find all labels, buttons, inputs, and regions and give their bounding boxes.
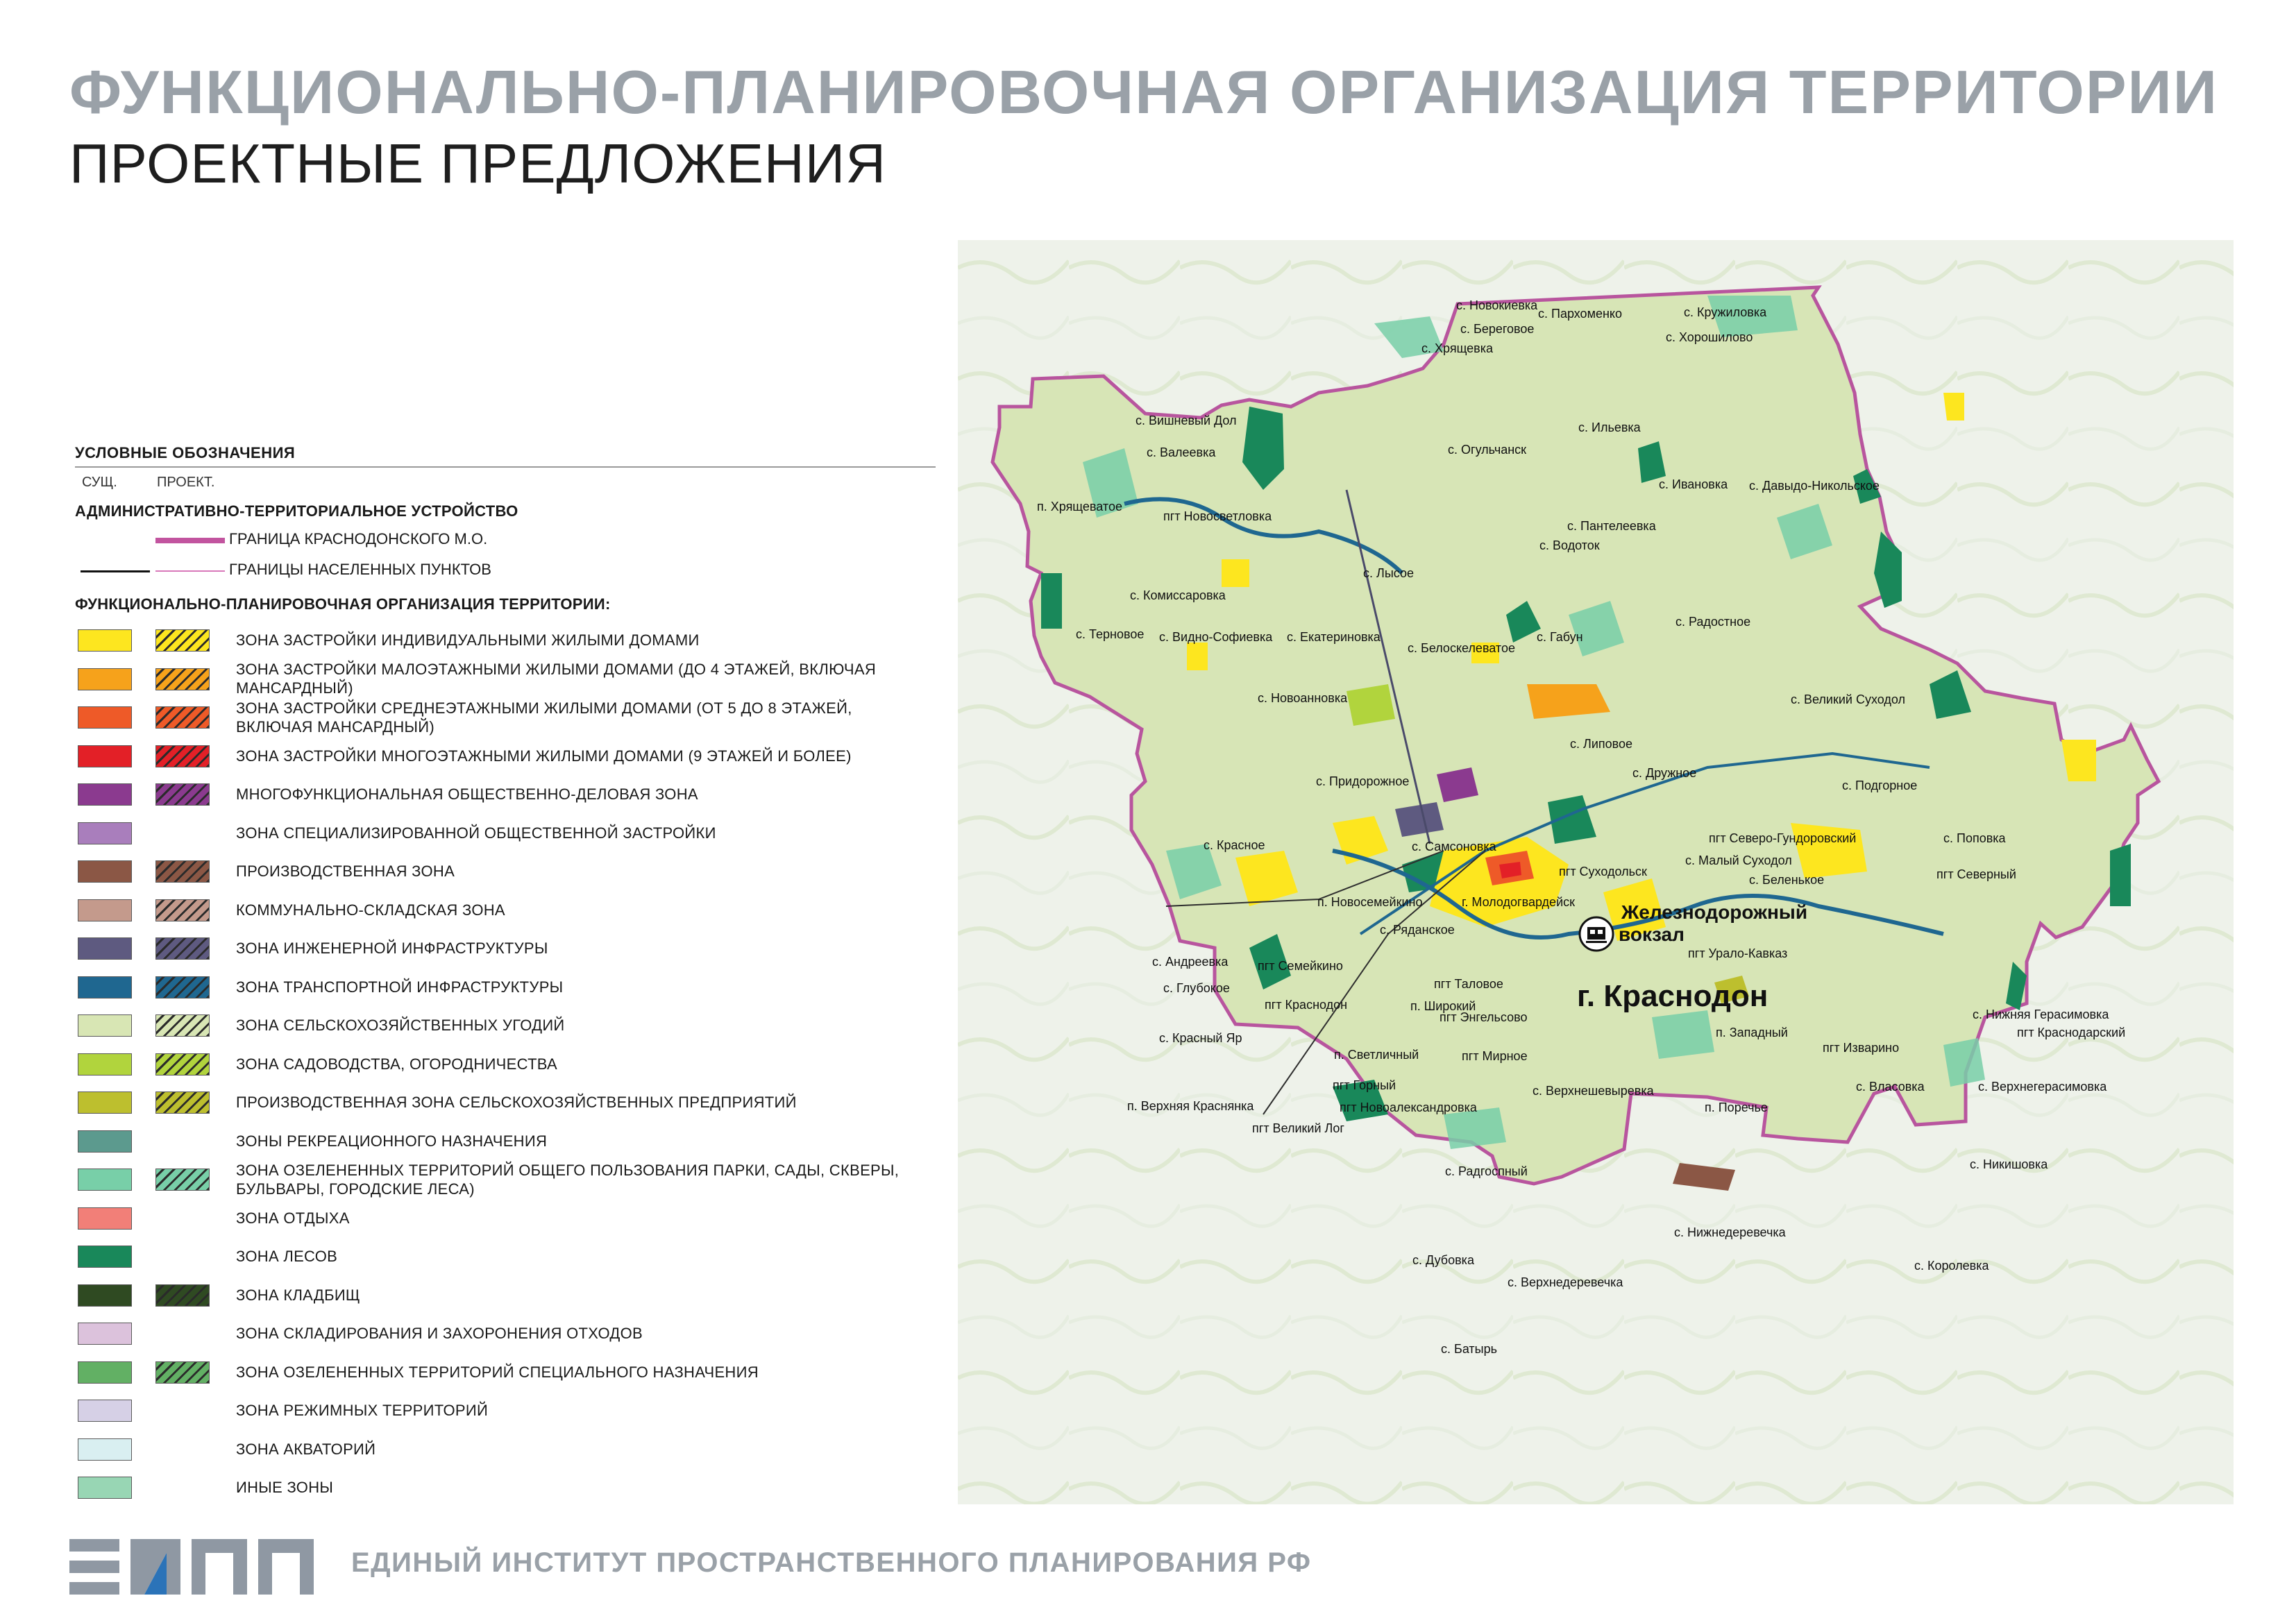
settlement-label: с. Пархоменко bbox=[1538, 307, 1622, 321]
settlement-label: с. Глубокое bbox=[1163, 981, 1230, 995]
settlement-label: с. Верхнешевыревка bbox=[1533, 1084, 1654, 1098]
settlement-label: с. Придорожное bbox=[1316, 774, 1410, 788]
legend-swatch-project bbox=[155, 668, 210, 690]
legend-zone-label: ЗОНА ЛЕСОВ bbox=[236, 1248, 338, 1265]
legend-swatch-existing bbox=[78, 1477, 132, 1499]
legend-swatch-project bbox=[155, 1284, 210, 1307]
legend-swatch-existing bbox=[78, 1438, 132, 1461]
settlement-label: пгт Горный bbox=[1333, 1078, 1396, 1092]
legend-divider bbox=[75, 466, 936, 468]
settlement-label: п. Хрящеватое bbox=[1037, 500, 1122, 513]
legend-zone-row bbox=[75, 814, 936, 852]
settlement-label: с. Давыдо-Никольское bbox=[1749, 479, 1880, 493]
legend-swatch-existing bbox=[78, 1130, 132, 1153]
legend-swatch-existing bbox=[78, 745, 132, 767]
settlement-label: с. Липовое bbox=[1570, 737, 1633, 751]
legend-swatch-existing bbox=[78, 629, 132, 652]
settlement-label: с. Новоанновка bbox=[1258, 691, 1348, 705]
settlement-label: с. Ряданское bbox=[1380, 923, 1455, 937]
legend-swatch-existing bbox=[78, 783, 132, 806]
settlement-label: пгт Изварино bbox=[1823, 1041, 1900, 1055]
station-label-line2: вокзал bbox=[1619, 924, 1685, 945]
legend-swatch-existing bbox=[78, 860, 132, 883]
legend-line-existing bbox=[81, 570, 150, 572]
legend-line-project bbox=[155, 570, 225, 572]
settlement-label: с. Радостное bbox=[1675, 615, 1751, 629]
legend-zone-label: ЗОНА САДОВОДСТВА, ОГОРОДНИЧЕСТВА bbox=[236, 1055, 558, 1073]
settlement-label: с. Радгоспный bbox=[1445, 1164, 1528, 1178]
legend-col-project: ПРОЕКТ. bbox=[157, 475, 215, 490]
settlement-label: с. Верхнедеревечка bbox=[1508, 1275, 1623, 1289]
settlement-label: с. Пантелеевка bbox=[1567, 519, 1656, 533]
legend-zone-row bbox=[75, 852, 936, 890]
footer-institute-name: ЕДИНЫЙ ИНСТИТУТ ПРОСТРАНСТВЕННОГО ПЛАНИРОВАНИЯ РФ bbox=[351, 1547, 1312, 1578]
settlement-label: с. Водоток bbox=[1539, 538, 1600, 552]
page-title: ФУНКЦИОНАЛЬНО-ПЛАНИРОВОЧНАЯ ОРГАНИЗАЦИЯ ТЕРРИТОРИИ bbox=[69, 58, 2219, 126]
legend-swatch-project bbox=[155, 1361, 210, 1384]
legend-swatch-project bbox=[155, 783, 210, 806]
settlement-label: пгт Энгельсово bbox=[1440, 1010, 1528, 1024]
legend-admin-row bbox=[75, 530, 936, 551]
settlement-label: с. Габун bbox=[1537, 630, 1583, 644]
legend-zone-row bbox=[75, 1199, 936, 1237]
legend-zones-title: ФУНКЦИОНАЛЬНО-ПЛАНИРОВОЧНАЯ ОРГАНИЗАЦИЯ ТЕРРИТОРИИ: bbox=[75, 595, 611, 613]
legend-zone-label: ЗОНА РЕЖИМНЫХ ТЕРРИТОРИЙ bbox=[236, 1402, 489, 1419]
legend-swatch-existing bbox=[78, 1323, 132, 1345]
legend-swatch-project bbox=[155, 745, 210, 767]
settlement-label: с. Красный Яр bbox=[1159, 1031, 1242, 1045]
legend-zone-label: ЗОНА ЗАСТРОЙКИ МАЛОЭТАЖНЫМИ ЖИЛЫМИ ДОМАМИ (ДО 4 ЭТАЖЕЙ, ВКЛЮЧАЯ МАНСАРДНЫЙ) bbox=[236, 661, 877, 697]
settlement-label: с. Огульчанск bbox=[1448, 443, 1527, 457]
legend-swatch-project bbox=[155, 976, 210, 999]
legend-zone-label: ЗОНА ОЗЕЛЕНЕННЫХ ТЕРРИТОРИЙ СПЕЦИАЛЬНОГО НАЗНАЧЕНИЯ bbox=[236, 1363, 759, 1381]
settlement-label: с. Малый Суходол bbox=[1685, 853, 1792, 867]
legend-zone-row bbox=[75, 1122, 936, 1160]
station-label-line1: Железнодорожный bbox=[1621, 901, 1808, 923]
settlement-label: с. Королевка bbox=[1914, 1259, 1989, 1273]
legend-zone-label: МНОГОФУНКЦИОНАЛЬНАЯ ОБЩЕСТВЕННО-ДЕЛОВАЯ ЗОНА bbox=[236, 785, 698, 803]
settlement-label: пгт Великий Лог bbox=[1252, 1121, 1344, 1135]
legend-zone-label: ЗОНА ТРАНСПОРТНОЙ ИНФРАСТРУКТУРЫ bbox=[236, 978, 564, 996]
settlement-label: пгт Семейкино bbox=[1258, 959, 1343, 973]
settlement-label: с. Терновое bbox=[1076, 627, 1145, 641]
settlement-label: пгт Урало-Кавказ bbox=[1688, 946, 1788, 960]
legend-swatch-existing bbox=[78, 822, 132, 844]
legend-swatch-existing bbox=[78, 668, 132, 690]
legend-swatch-existing bbox=[78, 1169, 132, 1191]
settlement-label: с. Кружиловка bbox=[1684, 305, 1767, 319]
railway-station-icon[interactable] bbox=[1580, 917, 1613, 951]
legend-zone-row bbox=[75, 1006, 936, 1044]
settlement-label: с. Белоскелеватое bbox=[1408, 641, 1515, 655]
legend-swatch-project bbox=[155, 706, 210, 729]
legend-swatch-existing bbox=[78, 1091, 132, 1114]
settlement-label: п. Верхняя Краснянка bbox=[1127, 1099, 1254, 1113]
settlement-label: пгт Новосветловка bbox=[1163, 509, 1272, 523]
legend-swatch-project bbox=[155, 899, 210, 921]
settlement-label: с. Дружное bbox=[1632, 766, 1697, 780]
settlement-label: с. Валеевка bbox=[1147, 445, 1216, 459]
legend-zone-row bbox=[75, 1391, 936, 1429]
settlement-label: с. Великий Суходол bbox=[1791, 692, 1905, 706]
legend-swatch-project bbox=[155, 1014, 210, 1037]
legend-zone-row bbox=[75, 660, 936, 698]
settlement-label: с. Красное bbox=[1204, 838, 1265, 852]
settlement-label: с. Нижнедеревечка bbox=[1674, 1225, 1786, 1239]
legend-admin-title: АДМИНИСТРАТИВНО-ТЕРРИТОРИАЛЬНОЕ УСТРОЙСТВО bbox=[75, 502, 518, 520]
settlement-label: с. Екатериновка bbox=[1287, 630, 1381, 644]
settlement-label: с. Вишневый Дол bbox=[1136, 414, 1237, 427]
legend-swatch-project bbox=[155, 1169, 210, 1191]
settlement-label: с. Хорошилово bbox=[1666, 330, 1753, 344]
legend-admin-label: ГРАНИЦЫ НАСЕЛЕННЫХ ПУНКТОВ bbox=[229, 561, 491, 578]
legend-swatch-project bbox=[155, 629, 210, 652]
legend-zone-label: КОММУНАЛЬНО-СКЛАДСКАЯ ЗОНА bbox=[236, 901, 505, 919]
eipp-logo bbox=[69, 1539, 314, 1595]
legend-zone-label: ПРОИЗВОДСТВЕННАЯ ЗОНА bbox=[236, 863, 455, 880]
settlement-label: пгт Краснодарский bbox=[2017, 1026, 2126, 1039]
settlement-label: с. Самсоновка bbox=[1412, 840, 1496, 853]
settlement-label: с. Верхнегерасимовка bbox=[1978, 1080, 2107, 1094]
legend-zone-label: ЗОНА ОТДЫХА bbox=[236, 1209, 350, 1227]
legend-swatch-existing bbox=[78, 706, 132, 729]
legend-zone-label: ПРОИЗВОДСТВЕННАЯ ЗОНА СЕЛЬСКОХОЗЯЙСТВЕННЫХ ПРЕДПРИЯТИЙ bbox=[236, 1094, 797, 1111]
legend-zone-row bbox=[75, 968, 936, 1006]
territory-map[interactable] bbox=[958, 240, 2234, 1504]
legend-swatch-existing bbox=[78, 1053, 132, 1076]
legend-zone-row bbox=[75, 891, 936, 929]
legend-title: УСЛОВНЫЕ ОБОЗНАЧЕНИЯ bbox=[75, 444, 296, 461]
legend-zone-label: ЗОНА СЕЛЬСКОХОЗЯЙСТВЕННЫХ УГОДИЙ bbox=[236, 1017, 565, 1034]
legend-swatch-project bbox=[155, 860, 210, 883]
settlement-label: с. Видно-Софиевка bbox=[1159, 630, 1273, 644]
legend bbox=[75, 444, 936, 1496]
legend-zone-label: ЗОНЫ РЕКРЕАЦИОННОГО НАЗНАЧЕНИЯ bbox=[236, 1132, 548, 1150]
legend-zone-row bbox=[75, 1083, 936, 1121]
settlement-label: с. Дубовка bbox=[1412, 1253, 1474, 1267]
legend-swatch-project bbox=[155, 1091, 210, 1114]
legend-swatch-existing bbox=[78, 1014, 132, 1037]
settlement-label: пгт Новоалександровка bbox=[1340, 1101, 1477, 1114]
legend-swatch-project bbox=[155, 937, 210, 960]
settlement-label: п. Светличный bbox=[1334, 1048, 1419, 1062]
settlement-label: с. Андреевка bbox=[1152, 955, 1229, 969]
legend-line-project bbox=[155, 538, 225, 543]
legend-zone-row bbox=[75, 1430, 936, 1468]
settlement-label: п. Широкий bbox=[1410, 999, 1476, 1013]
legend-zone-row bbox=[75, 1237, 936, 1275]
settlement-label: с. Ильевка bbox=[1578, 420, 1641, 434]
settlement-label: п. Поречье bbox=[1705, 1101, 1768, 1114]
settlement-label: с. Батырь bbox=[1441, 1342, 1497, 1356]
legend-zone-label: ЗОНА ЗАСТРОЙКИ ИНДИВИДУАЛЬНЫМИ ЖИЛЫМИ ДОМАМИ bbox=[236, 631, 700, 649]
settlement-label: с. Новокиевка bbox=[1456, 298, 1538, 312]
legend-swatch-existing bbox=[78, 1400, 132, 1422]
legend-zone-label: ЗОНА ЗАСТРОЙКИ МНОГОЭТАЖНЫМИ ЖИЛЫМИ ДОМАМИ (9 ЭТАЖЕЙ И БОЛЕЕ) bbox=[236, 747, 852, 765]
legend-swatch-existing bbox=[78, 1207, 132, 1230]
legend-zone-label: ИНЫЕ ЗОНЫ bbox=[236, 1479, 334, 1496]
settlement-label: с. Нижняя Герасимовка bbox=[1973, 1008, 2109, 1021]
legend-zone-label: ЗОНА ЗАСТРОЙКИ СРЕДНЕЭТАЖНЫМИ ЖИЛЫМИ ДОМАМИ (ОТ 5 ДО 8 ЭТАЖЕЙ, ВКЛЮЧАЯ МАНСАРДНЫЙ) bbox=[236, 699, 852, 736]
settlement-label: п. Западный bbox=[1716, 1026, 1788, 1039]
settlement-label: с. Хрящевка bbox=[1421, 341, 1494, 355]
settlement-label: с. Лысое bbox=[1363, 566, 1414, 580]
legend-swatch-existing bbox=[78, 899, 132, 921]
settlement-label: с. Беленькое bbox=[1749, 873, 1825, 887]
legend-col-existing: СУЩ. bbox=[82, 475, 117, 490]
legend-zone-row bbox=[75, 1276, 936, 1314]
legend-zone-row bbox=[75, 775, 936, 813]
legend-swatch-existing bbox=[78, 1284, 132, 1307]
settlement-label: с. Береговое bbox=[1460, 322, 1535, 336]
settlement-label: с. Подгорное bbox=[1842, 779, 1918, 792]
legend-zone-row bbox=[75, 698, 936, 736]
legend-admin-label: ГРАНИЦА КРАСНОДОНСКОГО М.О. bbox=[229, 530, 488, 547]
legend-zone-row bbox=[75, 1468, 936, 1506]
legend-zone-label: ЗОНА ИНЖЕНЕРНОЙ ИНФРАСТРУКТУРЫ bbox=[236, 940, 548, 957]
settlement-label: пгт Таловое bbox=[1434, 977, 1503, 991]
legend-swatch-existing bbox=[78, 1246, 132, 1268]
settlement-label: п. Новосемейкино bbox=[1317, 895, 1423, 909]
legend-swatch-existing bbox=[78, 976, 132, 999]
legend-zone-row bbox=[75, 1160, 936, 1198]
legend-zone-label: ЗОНА КЛАДБИЩ bbox=[236, 1286, 360, 1304]
legend-zone-row bbox=[75, 737, 936, 775]
settlement-label: пгт Северо-Гундоровский bbox=[1709, 831, 1857, 845]
legend-zone-row bbox=[75, 1353, 936, 1391]
settlement-label: с. Поповка bbox=[1943, 831, 2006, 845]
settlement-label: пгт Краснодон bbox=[1265, 998, 1348, 1012]
settlement-label: пгт Мирное bbox=[1462, 1049, 1528, 1063]
legend-swatch-existing bbox=[78, 1361, 132, 1384]
legend-zone-row bbox=[75, 929, 936, 967]
legend-zone-row bbox=[75, 1045, 936, 1083]
settlement-label: с. Ивановка bbox=[1659, 477, 1728, 491]
settlement-label: г. Молодогвардейск bbox=[1462, 895, 1575, 909]
legend-admin-row bbox=[75, 561, 936, 581]
legend-column-headers bbox=[82, 475, 215, 491]
legend-zone-label: ЗОНА АКВАТОРИЙ bbox=[236, 1440, 376, 1458]
settlement-label: пгт Суходольск bbox=[1559, 865, 1647, 878]
settlement-label: с. Комиссаровка bbox=[1130, 588, 1226, 602]
legend-zone-row bbox=[75, 1314, 936, 1352]
legend-swatch-existing bbox=[78, 937, 132, 960]
legend-swatch-project bbox=[155, 1053, 210, 1076]
city-label: г. Краснодон bbox=[1577, 979, 1769, 1013]
legend-zone-label: ЗОНА СПЕЦИАЛИЗИРОВАННОЙ ОБЩЕСТВЕННОЙ ЗАСТРОЙКИ bbox=[236, 824, 716, 842]
settlement-label: с. Никишовка bbox=[1970, 1157, 2048, 1171]
legend-zone-label: ЗОНА СКЛАДИРОВАНИЯ И ЗАХОРОНЕНИЯ ОТХОДОВ bbox=[236, 1325, 643, 1342]
legend-zone-label: ЗОНА ОЗЕЛЕНЕННЫХ ТЕРРИТОРИЙ ОБЩЕГО ПОЛЬЗОВАНИЯ ПАРКИ, САДЫ, СКВЕРЫ, БУЛЬВАРЫ, ГОРОДСКИЕ ЛЕСА) bbox=[236, 1161, 900, 1198]
page-subtitle: ПРОЕКТНЫЕ ПРЕДЛОЖЕНИЯ bbox=[69, 133, 886, 194]
settlement-label: пгт Северный bbox=[1936, 867, 2016, 881]
settlement-label: с. Власовка bbox=[1856, 1080, 1925, 1094]
legend-zone-row bbox=[75, 621, 936, 659]
